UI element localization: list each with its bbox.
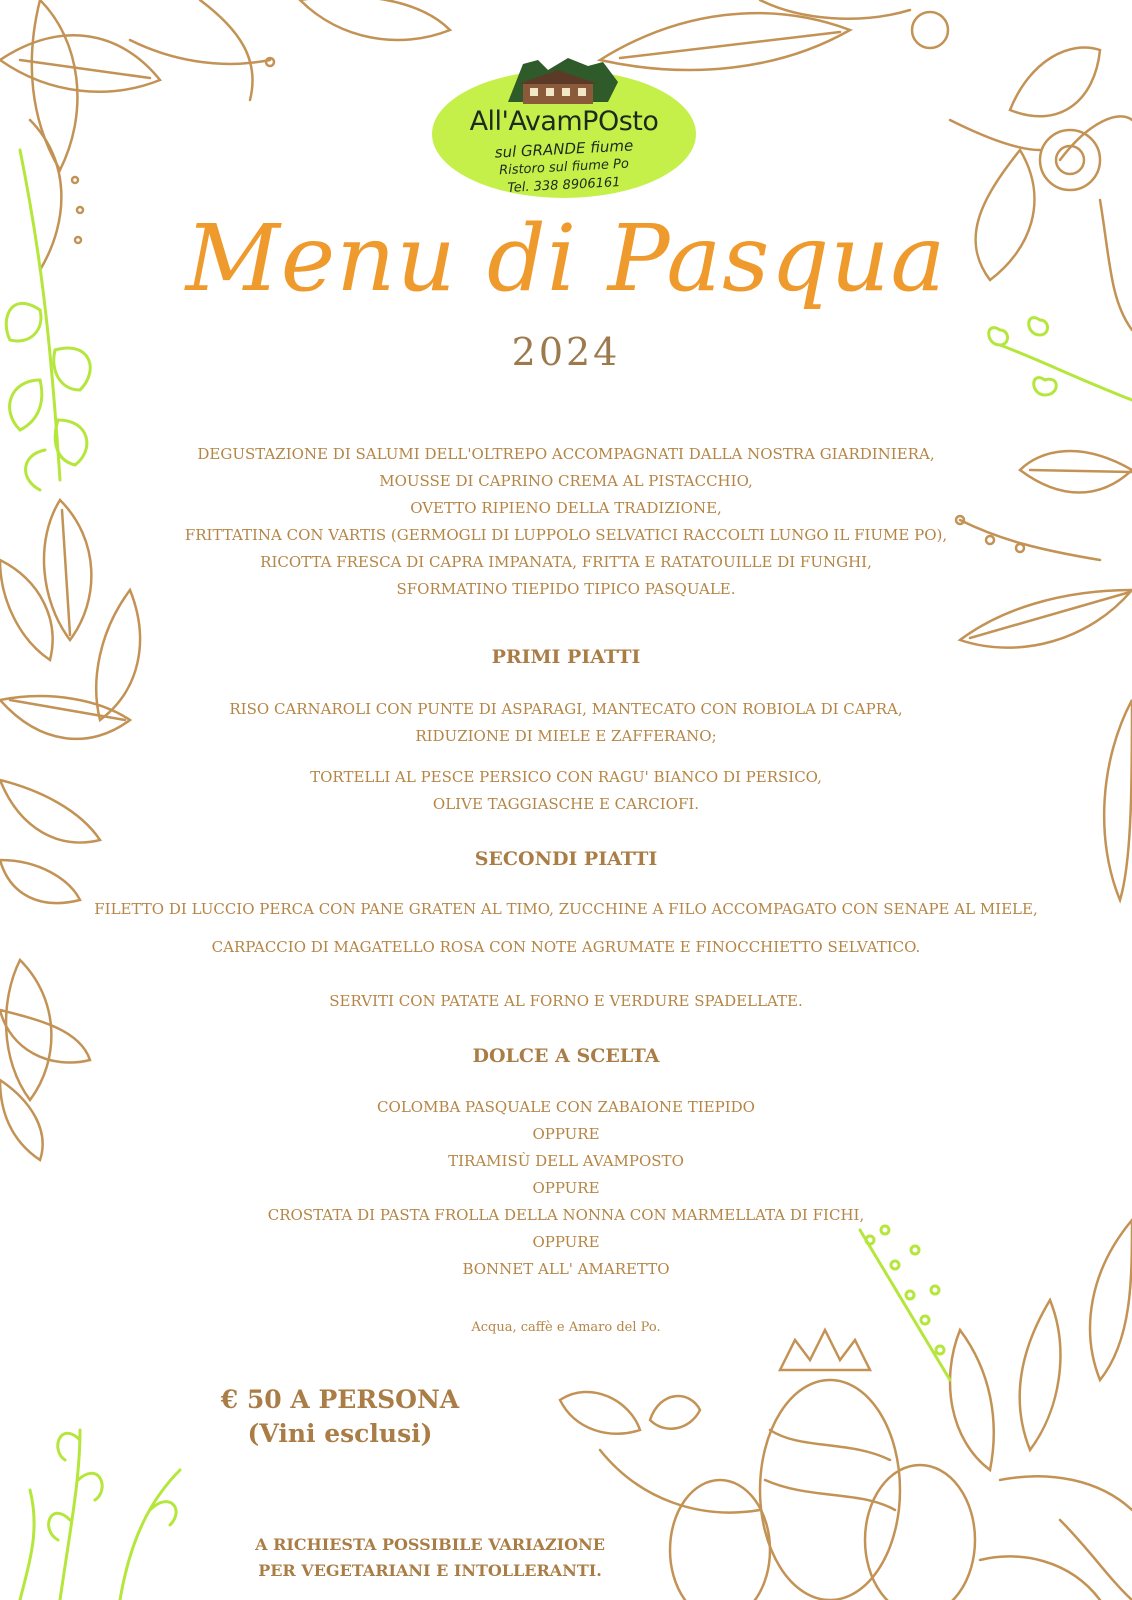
secondi-side: SERVITI CON PATATE AL FORNO E VERDURE SPADELLATE. bbox=[329, 992, 803, 1010]
dietary-note bbox=[200, 1532, 660, 1584]
logo-tagline: sul GRANDE fiume bbox=[494, 136, 634, 162]
menu-item: BONNET ALL' AMARETTO bbox=[462, 1260, 670, 1278]
menu-item: RICOTTA FRESCA DI CAPRA IMPANATA, FRITTA E RATATOUILLE DI FUNGHI, bbox=[260, 553, 872, 571]
dietary-note-line: PER VEGETARIANI E INTOLLERANTI. bbox=[258, 1561, 602, 1580]
secondi-dish-2: CARPACCIO DI MAGATELLO ROSA CON NOTE AGRUMATE E FINOCCHIETTO SELVATICO. bbox=[211, 938, 921, 956]
antipasti-section bbox=[0, 441, 1132, 603]
menu-item: OPPURE bbox=[532, 1233, 600, 1251]
menu-item: CROSTATA DI PASTA FROLLA DELLA NONNA CON MARMELLATA DI FICHI, bbox=[267, 1206, 865, 1224]
menu-item: FRITTATINA CON VARTIS (GERMOGLI DI LUPPOLO SELVATICI RACCOLTI LUNGO IL FIUME PO), bbox=[184, 526, 948, 544]
menu-item: SFORMATINO TIEPIDO TIPICO PASQUALE. bbox=[396, 580, 736, 598]
dietary-note-line: A RICHIESTA POSSIBILE VARIAZIONE bbox=[255, 1535, 605, 1554]
menu-item: RIDUZIONE DI MIELE E ZAFFERANO; bbox=[415, 727, 717, 745]
logo-phone: Tel. 338 8906161 bbox=[507, 175, 621, 196]
menu-item: OLIVE TAGGIASCHE E CARCIOFI. bbox=[432, 795, 700, 813]
menu-item: OPPURE bbox=[532, 1179, 600, 1197]
restaurant-logo bbox=[428, 52, 700, 202]
dolce-section bbox=[0, 1094, 1132, 1283]
extras-note: Acqua, caffè e Amaro del Po. bbox=[471, 1320, 661, 1335]
logo-name: All'AvamPOsto bbox=[469, 106, 659, 137]
menu-item: COLOMBA PASQUALE CON ZABAIONE TIEPIDO bbox=[377, 1098, 755, 1116]
dolce-heading: DOLCE A SCELTA bbox=[472, 1045, 660, 1067]
primi-dish-2 bbox=[0, 764, 1132, 818]
secondi-dish-1: FILETTO DI LUCCIO PERCA CON PANE GRATEN AL TIMO, ZUCCHINE A FILO ACCOMPAGATO CON SENAPE AL MIELE, bbox=[94, 900, 1038, 918]
price-note: (Vini esclusi) bbox=[247, 1419, 433, 1448]
price-block bbox=[190, 1383, 490, 1451]
primi-heading: PRIMI PIATTI bbox=[491, 646, 641, 668]
secondi-heading: SECONDI PIATTI bbox=[474, 848, 658, 870]
menu-item: OVETTO RIPIENO DELLA TRADIZIONE, bbox=[410, 499, 722, 517]
menu-title: Menu di Pasqua bbox=[185, 205, 947, 312]
price-amount: € 50 A PERSONA bbox=[220, 1385, 460, 1414]
menu-item: OPPURE bbox=[532, 1125, 600, 1143]
primi-dish-1 bbox=[0, 696, 1132, 750]
logo-subtitle: Ristoro sul fiume Po bbox=[498, 156, 630, 179]
menu-item: TIRAMISÙ DELL AVAMPOSTO bbox=[448, 1152, 684, 1170]
menu-item: TORTELLI AL PESCE PERSICO CON RAGU' BIANCO DI PERSICO, bbox=[310, 768, 822, 786]
menu-item: RISO CARNAROLI CON PUNTE DI ASPARAGI, MANTECATO CON ROBIOLA DI CAPRA, bbox=[229, 700, 903, 718]
menu-item: MOUSSE DI CAPRINO CREMA AL PISTACCHIO, bbox=[379, 472, 753, 490]
menu-year: 2024 bbox=[511, 330, 621, 374]
menu-item: DEGUSTAZIONE DI SALUMI DELL'OLTREPO ACCOMPAGNATI DALLA NOSTRA GIARDINIERA, bbox=[197, 445, 935, 463]
